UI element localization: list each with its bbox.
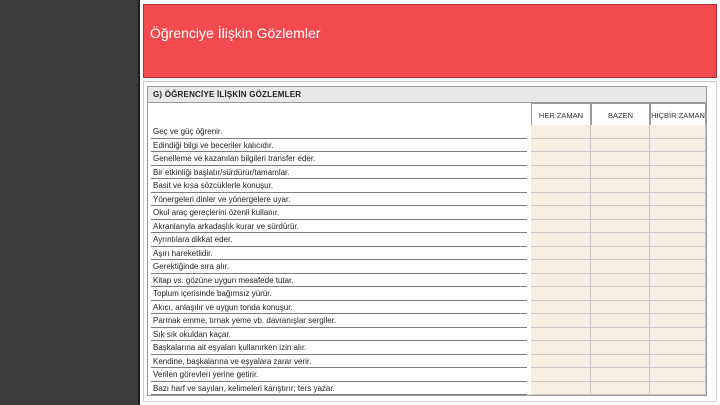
row-label: Genelleme ve kazanılan bilgileri transfer eder. xyxy=(153,154,316,163)
cell-never[interactable] xyxy=(650,301,706,315)
cell-sometimes[interactable] xyxy=(591,287,650,301)
table-row xyxy=(148,247,706,261)
cell-always[interactable] xyxy=(531,125,591,139)
sidebar-divider xyxy=(138,0,140,405)
cell-never[interactable] xyxy=(650,139,706,153)
table-row xyxy=(148,355,706,369)
row-label: Toplum içerisinde bağımsız yürür. xyxy=(153,289,272,298)
table-row xyxy=(148,179,706,193)
cell-sometimes[interactable] xyxy=(591,206,650,220)
row-label: Basit ve kısa sözcüklerle konuşur. xyxy=(153,181,274,190)
cell-never[interactable] xyxy=(650,260,706,274)
table-row xyxy=(148,328,706,342)
table-row xyxy=(148,233,706,247)
table-row xyxy=(148,274,706,288)
cell-sometimes[interactable] xyxy=(591,152,650,166)
cell-always[interactable] xyxy=(531,260,591,274)
row-label: Okul araç gereçlerini özenli kullanır. xyxy=(153,208,280,217)
row-label: Aşırı hareketlidir. xyxy=(153,248,213,258)
row-label: Akıcı, anlaşılır ve uygun tonda konuşur. xyxy=(153,302,293,312)
row-label: Edindiği bilgi ve beceriler kalıcıdır. xyxy=(153,140,274,150)
row-label: Verilen görevleri yerine getirir. xyxy=(153,370,259,379)
cell-never[interactable] xyxy=(650,206,706,220)
cell-always[interactable] xyxy=(531,287,591,301)
cell-never[interactable] xyxy=(650,314,706,328)
cell-never[interactable] xyxy=(650,328,706,342)
row-label: Kendine, başkalarına ve eşyalara zarar verir. xyxy=(153,356,312,366)
row-label: Yönergeleri dinler ve yönergelere uyar. xyxy=(153,194,291,204)
cell-always[interactable] xyxy=(531,274,591,288)
row-label: Bir etkinliği başlatır/sürdürür/tamamlar. xyxy=(153,167,290,177)
table-row xyxy=(148,260,706,274)
cell-never[interactable] xyxy=(650,247,706,261)
cell-sometimes[interactable] xyxy=(591,247,650,261)
cell-always[interactable] xyxy=(531,314,591,328)
row-label: Geç ve güç öğrenir. xyxy=(153,127,223,136)
cell-sometimes[interactable] xyxy=(591,355,650,369)
cell-sometimes[interactable] xyxy=(591,341,650,355)
cell-always[interactable] xyxy=(531,220,591,234)
cell-always[interactable] xyxy=(531,382,591,396)
cell-always[interactable] xyxy=(531,368,591,382)
table-row xyxy=(148,206,706,220)
cell-always[interactable] xyxy=(531,166,591,180)
cell-never[interactable] xyxy=(650,341,706,355)
cell-sometimes[interactable] xyxy=(591,274,650,288)
cell-sometimes[interactable] xyxy=(591,328,650,342)
table-row xyxy=(148,152,706,166)
cell-always[interactable] xyxy=(531,139,591,153)
cell-sometimes[interactable] xyxy=(591,314,650,328)
table-row xyxy=(148,193,706,207)
cell-sometimes[interactable] xyxy=(591,260,650,274)
cell-never[interactable] xyxy=(650,287,706,301)
column-header-never: HİÇBİR ZAMAN xyxy=(650,103,706,127)
table-row xyxy=(148,125,706,139)
table-row xyxy=(148,220,706,234)
cell-sometimes[interactable] xyxy=(591,125,650,139)
table-row xyxy=(148,341,706,355)
row-label: Sık sık okuldan kaçar. xyxy=(153,329,231,339)
cell-always[interactable] xyxy=(531,247,591,261)
cell-always[interactable] xyxy=(531,193,591,207)
column-header-always: HER ZAMAN xyxy=(531,103,591,127)
observation-rows xyxy=(148,125,706,395)
table-row xyxy=(148,287,706,301)
cell-never[interactable] xyxy=(650,355,706,369)
cell-never[interactable] xyxy=(650,220,706,234)
cell-never[interactable] xyxy=(650,193,706,207)
cell-sometimes[interactable] xyxy=(591,193,650,207)
cell-never[interactable] xyxy=(650,152,706,166)
cell-always[interactable] xyxy=(531,179,591,193)
cell-never[interactable] xyxy=(650,233,706,247)
observation-form xyxy=(147,86,707,396)
row-label: Başkalarına ait eşyaları kullanırken izin alır. xyxy=(153,343,307,352)
cell-never[interactable] xyxy=(650,179,706,193)
table-row xyxy=(148,382,706,396)
cell-never[interactable] xyxy=(650,125,706,139)
cell-always[interactable] xyxy=(531,328,591,342)
section-header xyxy=(148,87,706,103)
cell-always[interactable] xyxy=(531,355,591,369)
cell-always[interactable] xyxy=(531,233,591,247)
row-underline xyxy=(151,394,527,395)
cell-sometimes[interactable] xyxy=(591,139,650,153)
row-label: Parmak emme, tırnak yeme vb. davranışlar sergiler. xyxy=(153,316,337,325)
row-label: Kitap vs. gözüne uygun mesafede tutar. xyxy=(153,275,294,285)
left-sidebar xyxy=(0,0,140,405)
cell-always[interactable] xyxy=(531,301,591,315)
table-row xyxy=(148,139,706,153)
table-row xyxy=(148,368,706,382)
cell-never[interactable] xyxy=(650,274,706,288)
cell-never[interactable] xyxy=(650,166,706,180)
cell-never[interactable] xyxy=(650,382,706,396)
slide-header xyxy=(143,4,717,78)
slide-title: Öğrenciye İlişkin Gözlemler xyxy=(150,25,321,41)
cell-sometimes[interactable] xyxy=(591,368,650,382)
cell-always[interactable] xyxy=(531,206,591,220)
column-header-sometimes: BAZEN xyxy=(591,103,650,127)
cell-sometimes[interactable] xyxy=(591,179,650,193)
row-label: Ayrıntılara dikkat eder. xyxy=(153,235,233,244)
table-row xyxy=(148,166,706,180)
cell-always[interactable] xyxy=(531,341,591,355)
cell-sometimes[interactable] xyxy=(591,166,650,180)
row-label: Bazı harf ve sayıları, kelimeleri karıştırır; ters yazar. xyxy=(153,383,335,393)
cell-always[interactable] xyxy=(531,152,591,166)
table-row xyxy=(148,301,706,315)
row-label: Gerektiğinde sıra alır. xyxy=(153,262,230,271)
cell-sometimes[interactable] xyxy=(591,382,650,396)
cell-sometimes[interactable] xyxy=(591,220,650,234)
section-title: G) ÖĞRENCİYE İLİŞKİN GÖZLEMLER xyxy=(153,90,302,99)
table-row xyxy=(148,314,706,328)
row-label: Akranlarıyla arkadaşlık kurar ve sürdürür. xyxy=(153,221,299,231)
cell-sometimes[interactable] xyxy=(591,301,650,315)
cell-never[interactable] xyxy=(650,368,706,382)
cell-sometimes[interactable] xyxy=(591,233,650,247)
